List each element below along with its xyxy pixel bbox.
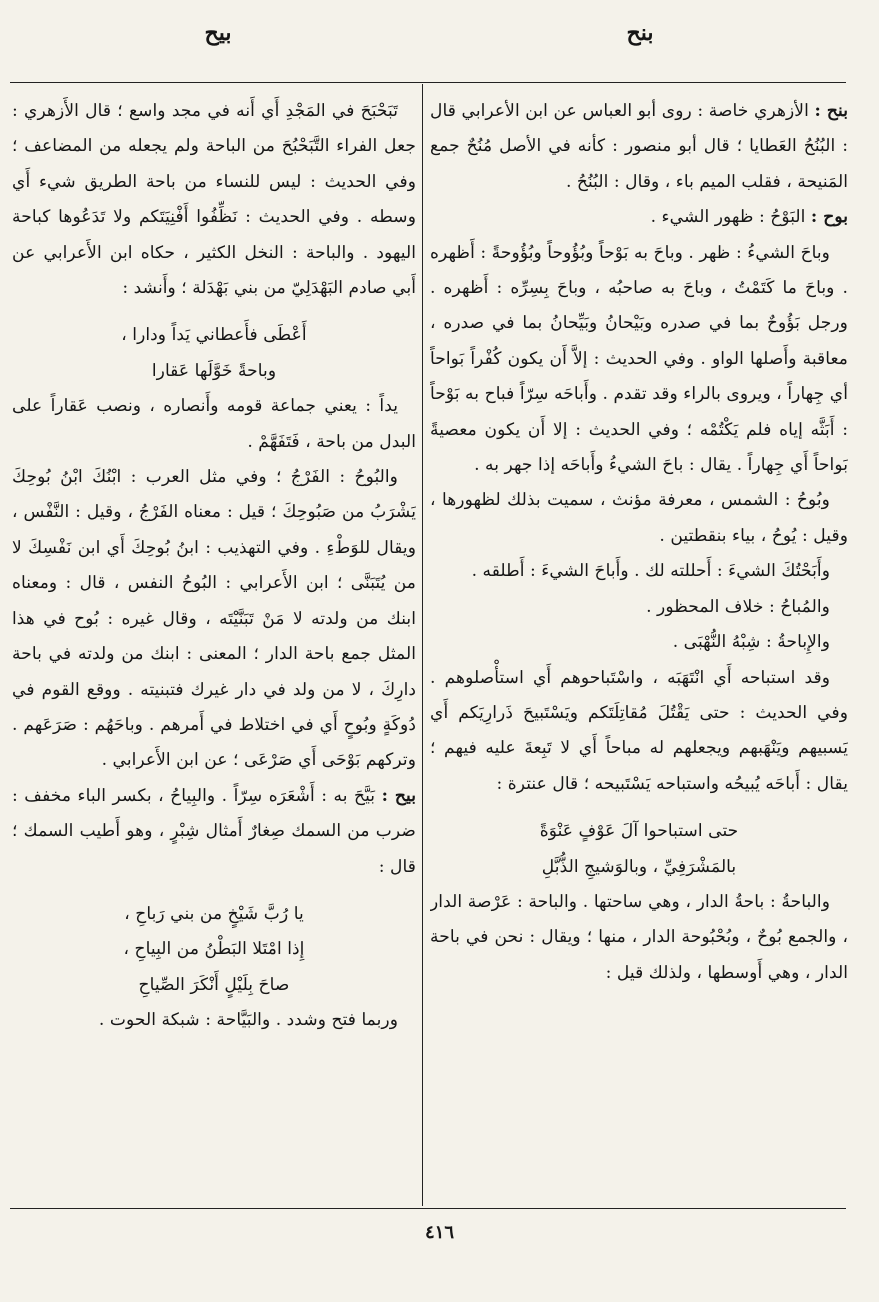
entry-text: بَيَّحَ به : أَشْعَرَه سِرّاً . والبِياحُ ، بكسر الباء مخفف : ضرب من السمك صِغارٌ أَمثال شِبْرٍ ، وهو أَطيب السمك ؛ قال : — [12, 785, 416, 877]
verse-line: بالمَشْرَفِيِّ ، وبالوَشيجِ الذُّبَّلِ — [541, 856, 737, 877]
paragraph: يداً : يعني جماعة قومه وأَنصاره ، ونصب عَقاراً على البدل من باحة ، فَتَفَهَّمْ . — [12, 396, 416, 452]
paragraph: والباحةُ : باحةُ الدار ، وهي ساحتها . والباحة : عَرْصة الدار ، والجمع بُوحٌ ، وبُحْبُوحة الدار ، منها ؛ ويقال : نحن في باحة الدار ، وهي أَوسطها ، ولذلك قيل : — [430, 891, 848, 983]
paragraph: وقد استباحه أَي انْتَهَبَه ، واسْتَباحوهم أَي استأْصلوهم . وفي الحديث : حتى يَقْتُلَ مُقاتِلَتَكم ويَسْتَبيحَ ذَرارِيَكم أَي يَسبيهم ويَنْهَبهم ويجعلهم له مباحاً أَي لا تَبِعةَ عليه فيهم ؛ يقال : أَباحَه يُبيحُه واستباحه يَسْتَبيحه ؛ قال عنترة : — [430, 667, 848, 794]
verse-line: حتى استباحوا آلَ عَوْفٍ عَنْوَةً — [539, 821, 739, 842]
right-column — [430, 94, 848, 1200]
paragraph: وربما فتح وشدد . والبَيَّاحة : شبكة الحوت . — [98, 1010, 398, 1031]
paragraph: والإِباحةُ : شِبْهُ النُّهْبَى . — [672, 632, 830, 653]
entry-text: الأزهري خاصة : روى أبو العباس عن ابن الأعرابي قال : البُنُحُ العَطايا ؛ قال أبو منصور : كأنه في الأصل مُنُحٌ جمع المَنيحة ، فقلب الميم باء ، وقال : البُنُحُ . — [430, 101, 848, 192]
verse-line: صاحَ بِلَيْلٍ أَنْكَرَ الصِّياحِ — [138, 974, 290, 995]
header-rule — [10, 82, 846, 83]
paragraph: تَبَحْبَحَ في المَجْدِ أَي أَنه في مجد واسع ؛ قال الأَزهري : جعل الفراء التَّبَحْبُحَ من الباحة ولم يجعله من المضاعف ؛ وفي الحديث : ليس للنساء من باحة الطريق شيء أَي وسطه . وفي الحديث : نَظِّفُوا أَفْنِيَتَكم ولا تَدَعُوها كباحة اليهود . والباحة : النخل الكثير ، حكاه ابن الأَعرابي عن أَبي صادم البَهْدَلِيّ من بني بَهْدَلة ؛ وأَنشد : — [12, 101, 416, 299]
paragraph: والمُباحُ : خلاف المحظور . — [646, 596, 830, 617]
entry-text: البَوْحُ : ظهور الشيء . — [650, 207, 806, 228]
left-column — [12, 94, 416, 1200]
running-header-right: بنح — [626, 20, 654, 46]
entry-headword: بوح : — [810, 207, 848, 228]
verse-line: إِذا امْتَلا البَطْنُ من البِياحِ ، — [123, 939, 305, 960]
entry-headword: بنح : — [814, 101, 848, 121]
paragraph: وباحَ الشيءُ : ظهر . وباحَ به بَوْحاً وبُؤُوحاً وبُؤُوحةً : أَظهره . وباحَ ما كَتَمْتُ ، وباحَ به صاحبُه ، وباحَ بِسِرِّه : أَظهره . ورجل بَؤُوحٌ بما في صدره وبَيْحانُ وبَيِّحانُ بما في صدره ، معاقبة وأَصلها الواو . وفي الحديث : إلاَّ أَن يكون كُفْراً بَواحاً أي جِهاراً ، ويروى بالراء وقد تقدم . وأَباحَه سِرّاً فباح به بَوْحاً : أَبَثَّه إياه فلم يَكْتُمْه ؛ وفي الحديث : إلا أَن يكون معصيةً بَواحاً أَي جِهاراً . يقال : باحَ الشيءُ وأَباحَه إذا جهر به . — [430, 242, 848, 476]
verse-line: وباحةً خَوَّلَها عَقارا — [151, 360, 277, 381]
verse-line: أَعْطَى فأَعطاني يَداً ودارا ، — [121, 325, 307, 346]
paragraph: وبُوحُ : الشمس ، معرفة مؤنث ، سميت بذلك لظهورها ، وقيل : يُوحُ ، بياء بنقطتين . — [430, 490, 848, 546]
dictionary-entry — [12, 779, 416, 885]
dictionary-entry — [430, 94, 848, 200]
paragraph: والبُوحُ : الفَرْجُ ؛ وفي مثل العرب : ابْنُكَ ابْنُ بُوحِكَ يَشْرَبُ من صَبُوحِكَ ؛ قيل : معناه الفَرْجُ ، وقيل : النَّفْس ، ويقال للوَطْءِ . وفي التهذيب : ابنُ بُوحِكَ أَي ابن نَفْسِكَ لا من يُتَبَنَّى ؛ ابن الأَعرابي : البُوحُ النفس ، قال : ومعناه ابنك من ولدته لا مَنْ تَبَنَّيْتَه ، وقال غيره : بُوح في هذا المثل جمع باحة الدار ؛ المعنى : ابنك من ولدته في باحة دارِكَ ، لا من ولد في دار غيرك فتبنيته . ووقع القوم في دُوكَةٍ وبُوحٍ أَي في اختلاط في أَمرهم . وباحَهُم : صَرَعَهم . وتركهم بَوْحَى أَي صَرْعَى ؛ عن ابن الأَعرابي . — [12, 467, 416, 771]
verse-line: يا رُبَّ شَيْخٍ من بني رَباحِ ، — [124, 903, 304, 924]
running-header-left: بيح — [204, 20, 232, 46]
footer-rule — [10, 1208, 846, 1209]
entry-headword: بيح : — [381, 785, 416, 806]
paragraph: وأَبَحْتُكَ الشيءَ : أَحللته لك . وأَباحَ الشيءَ : أَطلقه . — [471, 561, 830, 582]
dictionary-entry — [430, 200, 848, 235]
page-number: ٤١٦ — [424, 1222, 454, 1243]
column-divider — [422, 84, 423, 1206]
